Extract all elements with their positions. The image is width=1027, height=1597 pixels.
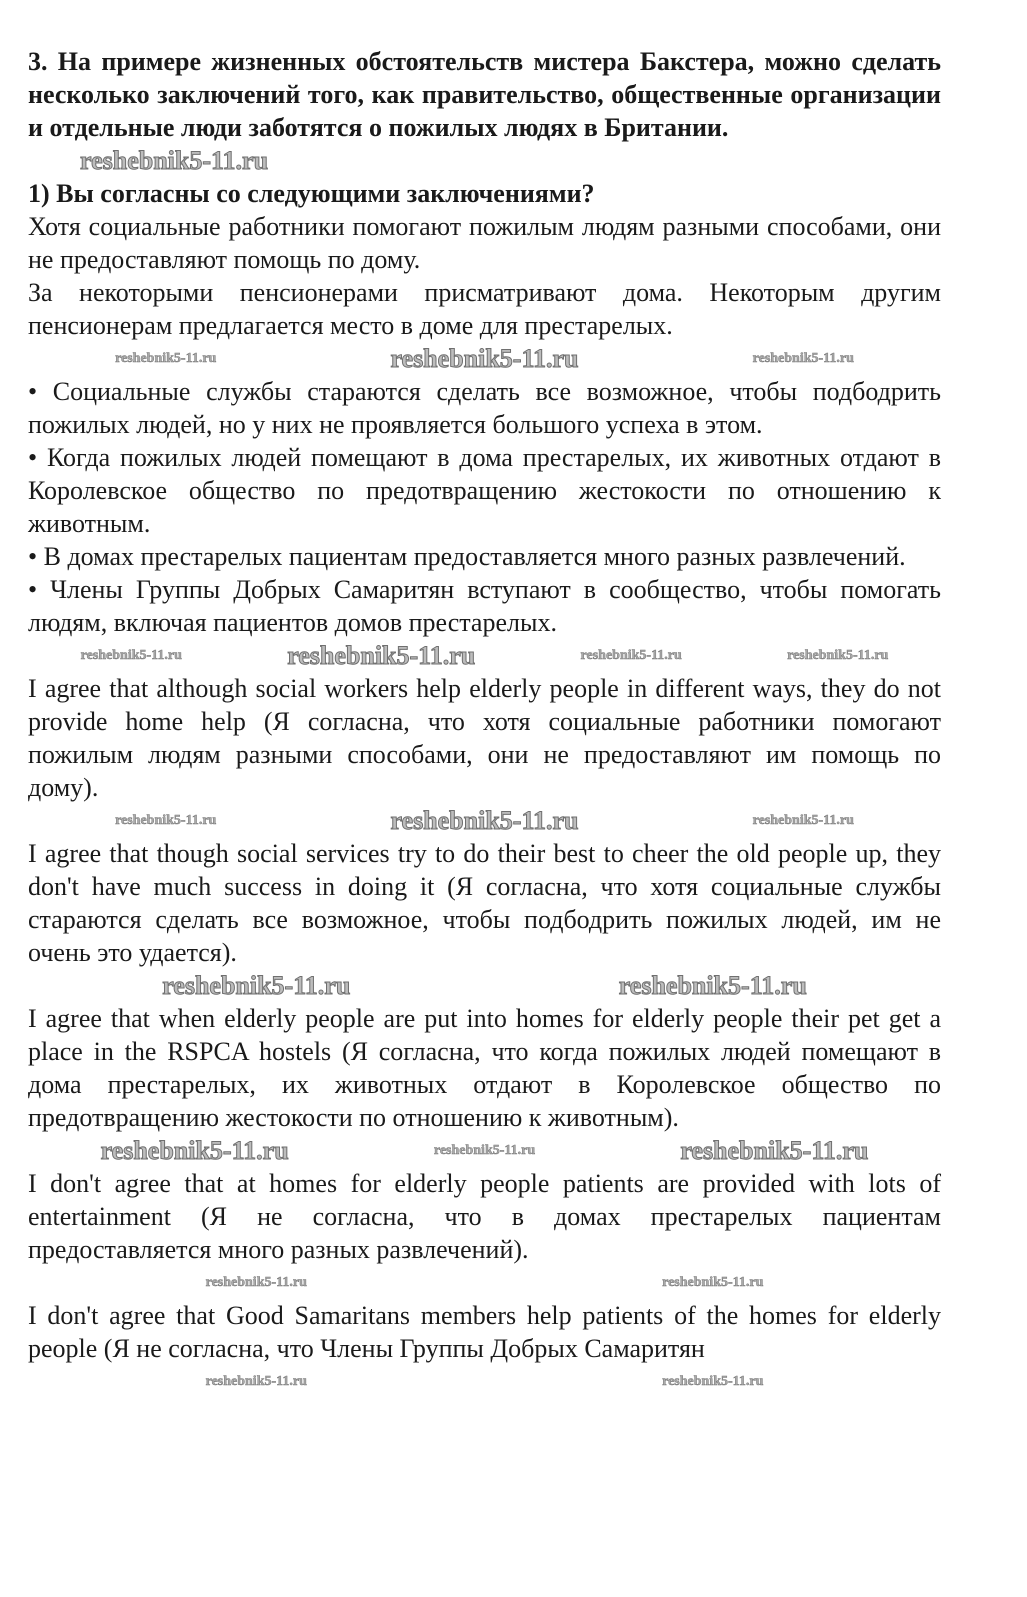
task-heading: 3. На примере жизненных обстоятельств мистера Бакстера, можно сделать несколько заключений того, как правительство, общественные организации и отдельные люди заботятся о пожилых людях в Британии.: [28, 47, 941, 142]
watermark: reshebnik5-11.ru: [787, 648, 889, 663]
watermark: reshebnik5-11.ru: [80, 648, 182, 663]
watermark: reshebnik5-11.ru: [80, 146, 269, 175]
watermark-row: [28, 639, 941, 672]
watermark: reshebnik5-11.ru: [580, 648, 682, 663]
answer-paragraph: I don't agree that at homes for elderly people patients are provided with lots of entertainment (Я не согласна, что в домах престарелых пациентам предоставляется много разных развлечений).: [28, 1169, 941, 1264]
watermark-row: [28, 1365, 941, 1398]
answer-paragraph: I don't agree that Good Samaritans members help patients of the homes for elderly people (Я не согласна, что Члены Группы Добрых Самаритян: [28, 1301, 941, 1363]
document-page: [28, 0, 941, 1438]
watermark: reshebnik5-11.ru: [390, 344, 579, 373]
answer-paragraph: I agree that when elderly people are put into homes for elderly people their pet get a place in the RSPCA hostels (Я согласна, что когда пожилых людей помещают в дома престарелых, их животных отдают в Королевское общество по предотвращению жестокости по отношению к животным).: [28, 1004, 941, 1132]
answer-paragraph: I agree that though social services try to do their best to cheer the old people up, they don't have much success in doing it (Я согласна, что хотя социальные службы стараются сделать все возможное, чтобы подбодрить пожилых людей, им не очень это удается).: [28, 839, 941, 967]
intro-paragraph: За некоторыми пенсионерами присматривают дома. Некоторым другим пенсионерам предлагается место в доме для престарелых.: [28, 278, 941, 340]
watermark: reshebnik5-11.ru: [205, 1374, 307, 1389]
intro-paragraph: Хотя социальные работники помогают пожилым людям разными способами, они не предоставляют помощь по дому.: [28, 212, 941, 274]
watermark: reshebnik5-11.ru: [752, 351, 854, 366]
watermark: reshebnik5-11.ru: [115, 813, 217, 828]
watermark-row: [28, 1266, 941, 1299]
watermark: reshebnik5-11.ru: [752, 813, 854, 828]
watermark-row: [28, 969, 941, 1002]
bullet-item: • В домах престарелых пациентам предоставляется много разных развлечений.: [28, 542, 906, 571]
watermark: reshebnik5-11.ru: [433, 1143, 536, 1158]
watermark: reshebnik5-11.ru: [618, 971, 807, 1000]
watermark: reshebnik5-11.ru: [390, 806, 579, 835]
watermark-row: [28, 804, 941, 837]
question-heading: 1) Вы согласны со следующими заключениями?: [28, 179, 595, 208]
bullet-item: • Члены Группы Добрых Самаритян вступают в сообщество, чтобы помогать людям, включая пациентов домов престарелых.: [28, 575, 941, 637]
watermark: reshebnik5-11.ru: [680, 1136, 869, 1165]
watermark-row: [28, 144, 941, 177]
answer-paragraph: I agree that although social workers help elderly people in different ways, they do not provide home help (Я согласна, что хотя социальные работники помогают пожилым людям разными способами, они не предоставляют им помощь по дому).: [28, 674, 941, 802]
watermark: reshebnik5-11.ru: [100, 1136, 289, 1165]
watermark: reshebnik5-11.ru: [662, 1374, 764, 1389]
watermark-row: [28, 1134, 941, 1167]
watermark-row: [28, 342, 941, 375]
watermark: reshebnik5-11.ru: [162, 971, 351, 1000]
watermark: reshebnik5-11.ru: [662, 1275, 764, 1290]
watermark: reshebnik5-11.ru: [287, 641, 476, 670]
watermark: reshebnik5-11.ru: [205, 1275, 307, 1290]
bullet-item: • Когда пожилых людей помещают в дома престарелых, их животных отдают в Королевское общество по предотвращению жестокости по отношению к животным.: [28, 443, 941, 538]
watermark: reshebnik5-11.ru: [115, 351, 217, 366]
bullet-item: • Социальные службы стараются сделать все возможное, чтобы подбодрить пожилых людей, но у них не проявляется большого успеха в этом.: [28, 377, 941, 439]
